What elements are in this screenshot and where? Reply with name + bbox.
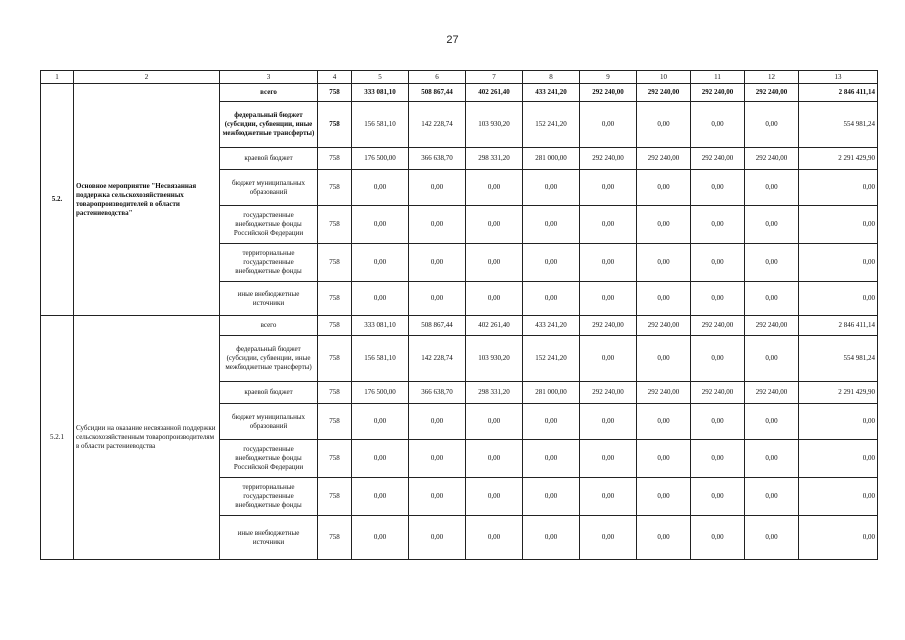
total-cell: 2 291 429,90: [799, 148, 878, 170]
value-cell: 152 241,20: [523, 336, 580, 382]
column-header: 4: [318, 71, 352, 84]
value-cell: 292 240,00: [580, 84, 637, 102]
value-cell: 0,00: [409, 170, 466, 206]
value-cell: 0,00: [352, 244, 409, 282]
value-cell: 333 081,10: [352, 316, 409, 336]
code-cell: 758: [318, 206, 352, 244]
value-cell: 0,00: [352, 206, 409, 244]
code-cell: 758: [318, 316, 352, 336]
value-cell: 0,00: [580, 404, 637, 440]
column-header: 3: [220, 71, 318, 84]
total-cell: 554 981,24: [799, 336, 878, 382]
value-cell: 298 331,20: [466, 382, 523, 404]
section-number: 5.2.: [41, 84, 74, 316]
value-cell: 292 240,00: [637, 382, 691, 404]
value-cell: 0,00: [637, 170, 691, 206]
value-cell: 0,00: [352, 440, 409, 478]
value-cell: 0,00: [691, 516, 745, 560]
value-cell: 292 240,00: [637, 84, 691, 102]
table-header-row: [41, 71, 878, 84]
value-cell: 0,00: [352, 404, 409, 440]
value-cell: 152 241,20: [523, 102, 580, 148]
funding-source: территориальные государственные внебюджетные фонды: [220, 244, 318, 282]
value-cell: 0,00: [637, 102, 691, 148]
column-header: 7: [466, 71, 523, 84]
total-cell: 0,00: [799, 404, 878, 440]
value-cell: 0,00: [691, 282, 745, 316]
funding-source: краевой бюджет: [220, 382, 318, 404]
value-cell: 292 240,00: [580, 382, 637, 404]
value-cell: 0,00: [637, 206, 691, 244]
value-cell: 292 240,00: [580, 148, 637, 170]
code-cell: 758: [318, 282, 352, 316]
code-cell: 758: [318, 440, 352, 478]
value-cell: 0,00: [523, 206, 580, 244]
value-cell: 292 240,00: [691, 382, 745, 404]
value-cell: 0,00: [745, 478, 799, 516]
value-cell: 292 240,00: [745, 148, 799, 170]
value-cell: 0,00: [466, 170, 523, 206]
value-cell: 0,00: [745, 102, 799, 148]
value-cell: 0,00: [409, 404, 466, 440]
value-cell: 366 638,70: [409, 382, 466, 404]
value-cell: 508 867,44: [409, 84, 466, 102]
budget-table: [40, 70, 878, 560]
value-cell: 0,00: [745, 206, 799, 244]
funding-source: государственные внебюджетные фонды Российской Федерации: [220, 440, 318, 478]
funding-source: иные внебюджетные источники: [220, 516, 318, 560]
value-cell: 0,00: [466, 282, 523, 316]
column-header: 5: [352, 71, 409, 84]
value-cell: 0,00: [745, 404, 799, 440]
value-cell: 0,00: [466, 244, 523, 282]
section-name: Основное мероприятие "Несвязанная поддержка сельскохозяйственных товаропроизводителей в области растениеводства": [74, 84, 220, 316]
page-number: 27: [446, 34, 459, 46]
column-header: 2: [74, 71, 220, 84]
value-cell: 292 240,00: [745, 382, 799, 404]
value-cell: 176 500,00: [352, 382, 409, 404]
column-header: 1: [41, 71, 74, 84]
value-cell: 508 867,44: [409, 316, 466, 336]
value-cell: 0,00: [691, 336, 745, 382]
value-cell: 103 930,20: [466, 102, 523, 148]
value-cell: 281 000,00: [523, 382, 580, 404]
value-cell: 292 240,00: [745, 84, 799, 102]
value-cell: 0,00: [637, 244, 691, 282]
value-cell: 0,00: [409, 244, 466, 282]
value-cell: 292 240,00: [580, 316, 637, 336]
value-cell: 292 240,00: [691, 316, 745, 336]
value-cell: 433 241,20: [523, 84, 580, 102]
value-cell: 0,00: [409, 282, 466, 316]
value-cell: 0,00: [466, 440, 523, 478]
value-cell: 0,00: [352, 478, 409, 516]
column-header: 12: [745, 71, 799, 84]
value-cell: 0,00: [523, 282, 580, 316]
column-header: 10: [637, 71, 691, 84]
code-cell: 758: [318, 404, 352, 440]
value-cell: 0,00: [352, 516, 409, 560]
table-row: [41, 316, 878, 336]
code-cell: 758: [318, 148, 352, 170]
value-cell: 433 241,20: [523, 316, 580, 336]
column-header: 9: [580, 71, 637, 84]
value-cell: 0,00: [523, 244, 580, 282]
value-cell: 156 581,10: [352, 102, 409, 148]
value-cell: 333 081,10: [352, 84, 409, 102]
value-cell: 0,00: [637, 336, 691, 382]
value-cell: 292 240,00: [691, 84, 745, 102]
funding-source: бюджет муниципальных образований: [220, 170, 318, 206]
value-cell: 156 581,10: [352, 336, 409, 382]
value-cell: 0,00: [691, 404, 745, 440]
total-cell: 554 981,24: [799, 102, 878, 148]
value-cell: 402 261,40: [466, 316, 523, 336]
total-cell: 0,00: [799, 440, 878, 478]
code-cell: 758: [318, 478, 352, 516]
value-cell: 0,00: [352, 170, 409, 206]
value-cell: 292 240,00: [745, 316, 799, 336]
value-cell: 0,00: [466, 478, 523, 516]
section-name: Субсидии на оказание несвязанной поддержки сельскохозяйственным товаропроизводителям в области растениеводства: [74, 316, 220, 560]
code-cell: 758: [318, 102, 352, 148]
value-cell: 0,00: [580, 440, 637, 478]
value-cell: 0,00: [466, 206, 523, 244]
value-cell: 0,00: [637, 440, 691, 478]
value-cell: 281 000,00: [523, 148, 580, 170]
value-cell: 366 638,70: [409, 148, 466, 170]
value-cell: 0,00: [523, 170, 580, 206]
value-cell: 0,00: [745, 244, 799, 282]
funding-source: краевой бюджет: [220, 148, 318, 170]
funding-source: бюджет муниципальных образований: [220, 404, 318, 440]
value-cell: 0,00: [691, 440, 745, 478]
value-cell: 292 240,00: [637, 148, 691, 170]
value-cell: 0,00: [580, 206, 637, 244]
value-cell: 0,00: [637, 516, 691, 560]
value-cell: 0,00: [409, 440, 466, 478]
value-cell: 402 261,40: [466, 84, 523, 102]
total-cell: 2 846 411,14: [799, 316, 878, 336]
value-cell: 0,00: [409, 206, 466, 244]
total-cell: 2 846 411,14: [799, 84, 878, 102]
value-cell: 0,00: [523, 440, 580, 478]
funding-source: всего: [220, 316, 318, 336]
funding-source: всего: [220, 84, 318, 102]
value-cell: 0,00: [691, 206, 745, 244]
value-cell: 0,00: [745, 282, 799, 316]
table-row: [41, 84, 878, 102]
value-cell: 0,00: [580, 478, 637, 516]
value-cell: 0,00: [580, 336, 637, 382]
total-cell: 0,00: [799, 478, 878, 516]
total-cell: 0,00: [799, 206, 878, 244]
code-cell: 758: [318, 84, 352, 102]
value-cell: 0,00: [523, 478, 580, 516]
value-cell: 0,00: [637, 404, 691, 440]
value-cell: 0,00: [580, 102, 637, 148]
code-cell: 758: [318, 336, 352, 382]
funding-source: федеральный бюджет (субсидии, субвенции, иные межбюджетные трансферты): [220, 102, 318, 148]
funding-source: территориальные государственные внебюджетные фонды: [220, 478, 318, 516]
code-cell: 758: [318, 516, 352, 560]
value-cell: 0,00: [691, 170, 745, 206]
value-cell: 0,00: [580, 282, 637, 316]
value-cell: 0,00: [637, 478, 691, 516]
value-cell: 0,00: [580, 244, 637, 282]
total-cell: 0,00: [799, 282, 878, 316]
column-header: 13: [799, 71, 878, 84]
value-cell: 0,00: [691, 478, 745, 516]
code-cell: 758: [318, 170, 352, 206]
value-cell: 0,00: [745, 336, 799, 382]
total-cell: 2 291 429,90: [799, 382, 878, 404]
funding-source: федеральный бюджет (субсидии, субвенции, иные межбюджетные трансферты): [220, 336, 318, 382]
value-cell: 0,00: [691, 102, 745, 148]
value-cell: 298 331,20: [466, 148, 523, 170]
value-cell: 0,00: [352, 282, 409, 316]
value-cell: 0,00: [523, 516, 580, 560]
column-header: 8: [523, 71, 580, 84]
total-cell: 0,00: [799, 516, 878, 560]
value-cell: 0,00: [580, 170, 637, 206]
code-cell: 758: [318, 382, 352, 404]
value-cell: 142 228,74: [409, 336, 466, 382]
value-cell: 142 228,74: [409, 102, 466, 148]
value-cell: 0,00: [745, 516, 799, 560]
value-cell: 0,00: [409, 478, 466, 516]
total-cell: 0,00: [799, 244, 878, 282]
value-cell: 292 240,00: [691, 148, 745, 170]
value-cell: 176 500,00: [352, 148, 409, 170]
value-cell: 0,00: [580, 516, 637, 560]
section-number: 5.2.1: [41, 316, 74, 560]
value-cell: 292 240,00: [637, 316, 691, 336]
value-cell: 0,00: [691, 244, 745, 282]
total-cell: 0,00: [799, 170, 878, 206]
value-cell: 0,00: [409, 516, 466, 560]
value-cell: 0,00: [466, 516, 523, 560]
value-cell: 0,00: [745, 170, 799, 206]
funding-source: иные внебюджетные источники: [220, 282, 318, 316]
value-cell: 0,00: [523, 404, 580, 440]
value-cell: 103 930,20: [466, 336, 523, 382]
value-cell: 0,00: [745, 440, 799, 478]
value-cell: 0,00: [466, 404, 523, 440]
funding-source: государственные внебюджетные фонды Российской Федерации: [220, 206, 318, 244]
value-cell: 0,00: [637, 282, 691, 316]
column-header: 6: [409, 71, 466, 84]
column-header: 11: [691, 71, 745, 84]
code-cell: 758: [318, 244, 352, 282]
